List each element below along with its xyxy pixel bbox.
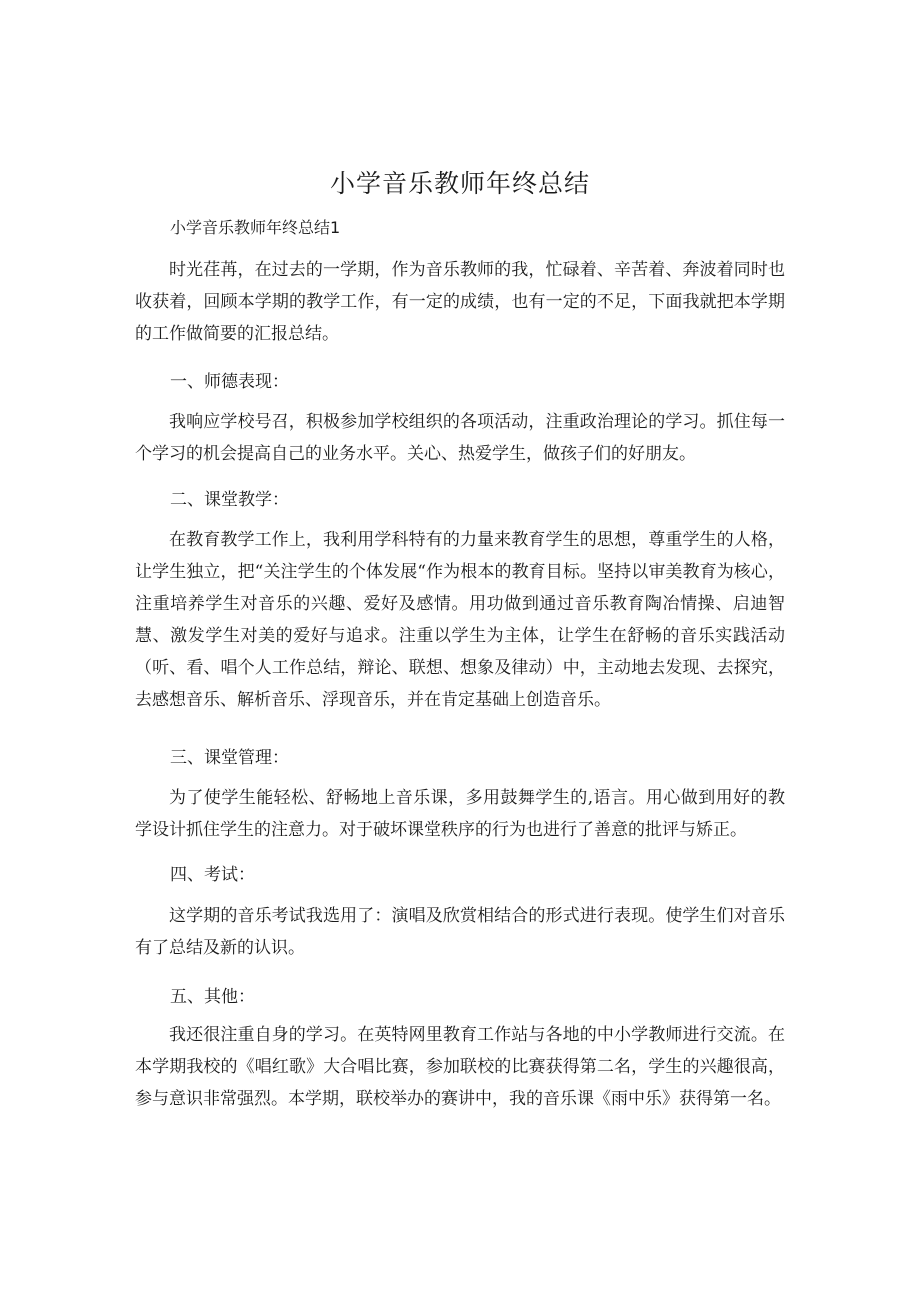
section-body-management: 为了使学生能轻松、舒畅地上音乐课，多用鼓舞学生的,语言。用心做到用好的教学设计抓住学生的注意力。对于破坏课堂秩序的行为也进行了善意的批评与矫正。 bbox=[135, 788, 785, 840]
section-heading-ethics: 一、师德表现： bbox=[170, 372, 289, 392]
section-body-ethics: 我响应学校号召，积极参加学校组织的各项活动，注重政治理论的学习。抓住每一个学习的机会提高自己的业务水平。关心、热爱学生，做孩子们的好朋友。 bbox=[135, 412, 785, 464]
intro-paragraph: 时光荏苒，在过去的一学期，作为音乐教师的我，忙碌着、辛苦着、奔波着同时也收获着，回顾本学期的教学工作，有一定的成绩，也有一定的不足，下面我就把本学期的工作做简要的汇报总结。 bbox=[135, 260, 785, 344]
section-heading-other: 五、其他： bbox=[170, 987, 255, 1007]
document-title: 小学音乐教师年终总结 bbox=[329, 169, 590, 198]
section-heading-teaching: 二、课堂教学： bbox=[170, 490, 289, 510]
document-subtitle: 小学音乐教师年终总结1 bbox=[170, 218, 341, 237]
section-heading-management: 三、课堂管理： bbox=[170, 748, 289, 768]
section-body-exam: 这学期的音乐考试我选用了：演唱及欣赏相结合的形式进行表现。使学生们对音乐有了总结及新的认识。 bbox=[135, 906, 785, 958]
section-heading-exam: 四、考试： bbox=[170, 865, 255, 885]
section-body-other: 我还很注重自身的学习。在英特网里教育工作站与各地的中小学教师进行交流。在本学期我校的《唱红歌》大合唱比赛，参加联校的比赛获得第二名，学生的兴趣很高，参与意识非常强烈。本学期，联校举办的赛讲中，我的音乐课《雨中乐》获得第一名。 bbox=[135, 1025, 785, 1109]
section-body-teaching: 在教育教学工作上，我利用学科特有的力量来教育学生的思想，尊重学生的人格，让学生独立，把“关注学生的个体发展“作为根本的教育目标。坚持以审美教育为核心，注重培养学生对音乐的兴趣、爱好及感情。用功做到通过音乐教育陶冶情操、启迪智慧、激发学生对美的爱好与追求。注重以学生为主体，让学生在舒畅的音乐实践活动（听、看、唱个人工作总结，辩论、联想、想象及律动）中，主动地去发现、去探究，去感想音乐、解析音乐、浮现音乐，并在肯定基础上创造音乐。 bbox=[135, 530, 785, 710]
